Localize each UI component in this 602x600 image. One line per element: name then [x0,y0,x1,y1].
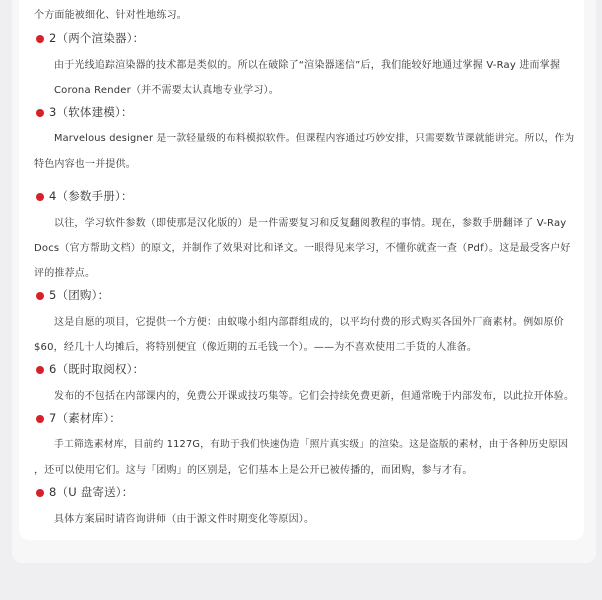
item-text-line: 手工筛选素材库，目前约 1127G，有助于我们快速伪造「照片真实级」的渲染。这是盗版的素材，由于各种历史原因 [54,439,569,450]
bullet-dot [36,193,44,201]
item-text-line: Docs（官方帮助文档）的原文，并制作了效果对比和译文。一眼得见来学习，不懂你就查一查（Pdf）。这是最受客户好 [34,243,571,254]
item-text-line: 以往，学习软件参数（即使那是汉化版的）是一件需要复习和反复翻阅教程的事情。现在，参数手册翻译了 V-Ray [54,218,567,229]
item-text-line: ，还可以使用它们。这与「团购」的区别是，它们基本上是公开已被传播的，而团购，参与才有。 [34,465,473,476]
item-heading: 6（既时取阅权）： [49,362,145,376]
item-text-line: Corona Render（并不需要太认真地专业学习）。 [54,85,279,96]
item-heading: 4（参数手册）： [49,189,133,203]
item-text-line: 具体方案届时请咨询讲师（由于源文件时期变化等原因）。 [54,514,315,525]
bullet-dot [36,292,44,300]
item-text-line: 评的推荐点。 [34,268,96,279]
item-heading: 2（两个渲染器）： [49,31,145,45]
item-heading: 7（素材库）： [49,411,121,425]
item-text-line: 发布的不包括在内部课内的，免费公开课或技巧集等。它们会持续免费更新，但通常晚于内部发布，以此拉开体验。 [54,391,575,402]
item-heading: 3（软体建模）： [49,105,133,119]
item-text-line: 这是自愿的项目，它提供一个方便：由蚁喙小组内部群组成的，以平均付费的形式购买各国外厂商素材。例如原价 [54,317,564,328]
item-text-line: 特色内容也一并提供。 [34,159,136,170]
bullet-dot [36,109,44,117]
bullet-dot [36,415,44,423]
bullet-dot [36,35,44,43]
bullet-dot [36,366,44,374]
item-heading: 8（U 盘寄送）： [49,485,134,499]
intro-tail-text: 个方面能被细化、针对性地练习。 [34,10,187,21]
item-text-line: Marvelous designer 是一款轻量级的布料模拟软件。但课程内容通过巧妙安排，只需要数节课就能讲完。所以，作为 [54,133,575,144]
bullet-dot [36,489,44,497]
item-text-line: 由于光线追踪渲染器的技术都是类似的。所以在破除了“渲染器迷信”后，我们能较好地通过掌握 V-Ray 进而掌握 [54,60,561,71]
item-heading: 5（团购）： [49,288,110,302]
item-text-line: $60，经几十人均摊后，将特别便宜（像近期的五毛钱一个）。——为不喜欢使用二手货的人准备。 [34,342,478,353]
